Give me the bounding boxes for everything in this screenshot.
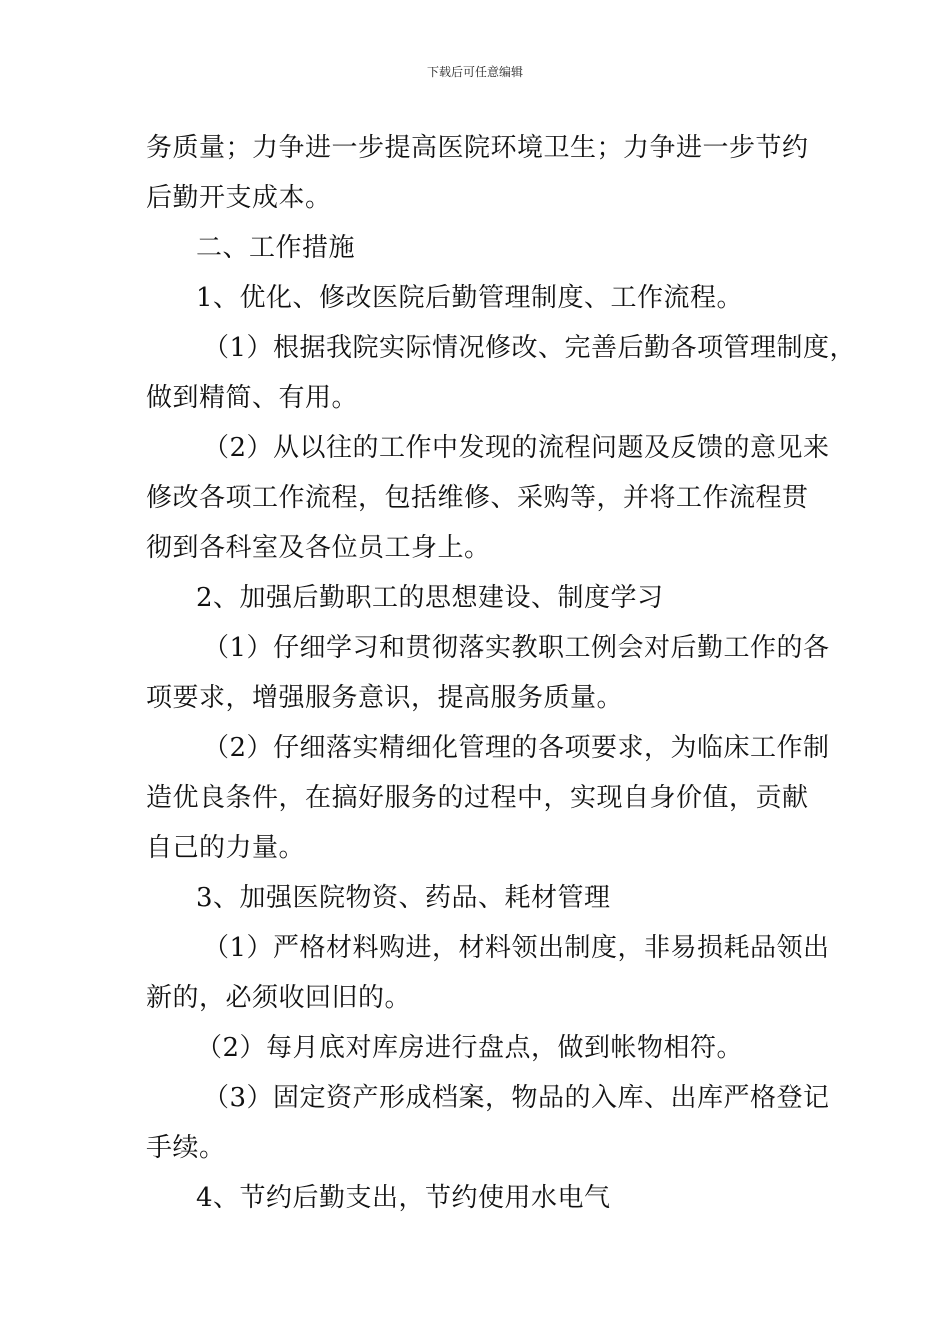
text-line: （1）严格材料购进，材料领出制度，非易损耗品领出	[203, 933, 830, 963]
text-line: 修改各项工作流程，包括维修、采购等，并将工作流程贯	[146, 483, 809, 513]
paragraph-goals-continued	[146, 123, 814, 223]
text-line: （2）每月底对库房进行盘点，做到帐物相符。	[196, 1033, 744, 1063]
text-line: （1）仔细学习和贯彻落实教职工例会对后勤工作的各	[203, 633, 830, 663]
text-line: 务质量；力争进一步提高医院环境卫生；力争进一步节约	[146, 133, 809, 163]
sub-item-1-2	[146, 423, 830, 573]
document-body	[146, 123, 857, 1223]
text-line: 2、加强后勤职工的思想建设、制度学习	[196, 583, 664, 613]
item-heading-4	[146, 1173, 814, 1223]
sub-item-2-2	[146, 723, 830, 873]
section-heading-measures	[146, 223, 814, 273]
sub-item-2-1	[146, 623, 830, 723]
text-line: 二、工作措施	[196, 233, 356, 263]
item-heading-3	[146, 873, 814, 923]
text-line: 彻到各科室及各位员工身上。	[146, 533, 491, 563]
text-line: 手续。	[146, 1133, 226, 1163]
text-line: 自己的力量。	[146, 833, 306, 863]
text-line: （2）仔细落实精细化管理的各项要求，为临床工作制	[203, 733, 830, 763]
page-header: 下载后可任意编辑	[426, 65, 523, 79]
text-line: （3）固定资产形成档案，物品的入库、出库严格登记	[203, 1083, 830, 1113]
text-line: 新的，必须收回旧的。	[146, 983, 412, 1013]
sub-item-3-3	[146, 1073, 830, 1173]
text-line: （1）根据我院实际情况修改、完善后勤各项管理制度，	[203, 333, 857, 363]
sub-item-1-1	[146, 323, 857, 423]
text-line: （2）从以往的工作中发现的流程问题及反馈的意见来	[203, 433, 830, 463]
item-heading-2	[146, 573, 814, 623]
sub-item-3-1	[146, 923, 830, 1023]
text-line: 1、优化、修改医院后勤管理制度、工作流程。	[196, 283, 744, 313]
sub-item-3-2	[146, 1023, 814, 1073]
text-line: 3、加强医院物资、药品、耗材管理	[196, 883, 611, 913]
text-line: 4、节约后勤支出，节约使用水电气	[196, 1183, 611, 1213]
text-line: 做到精简、有用。	[146, 383, 359, 413]
item-heading-1	[146, 273, 814, 323]
text-line: 项要求，增强服务意识，提高服务质量。	[146, 683, 624, 713]
text-line: 造优良条件，在搞好服务的过程中，实现自身价值，贡献	[146, 783, 809, 813]
text-line: 后勤开支成本。	[146, 183, 332, 213]
